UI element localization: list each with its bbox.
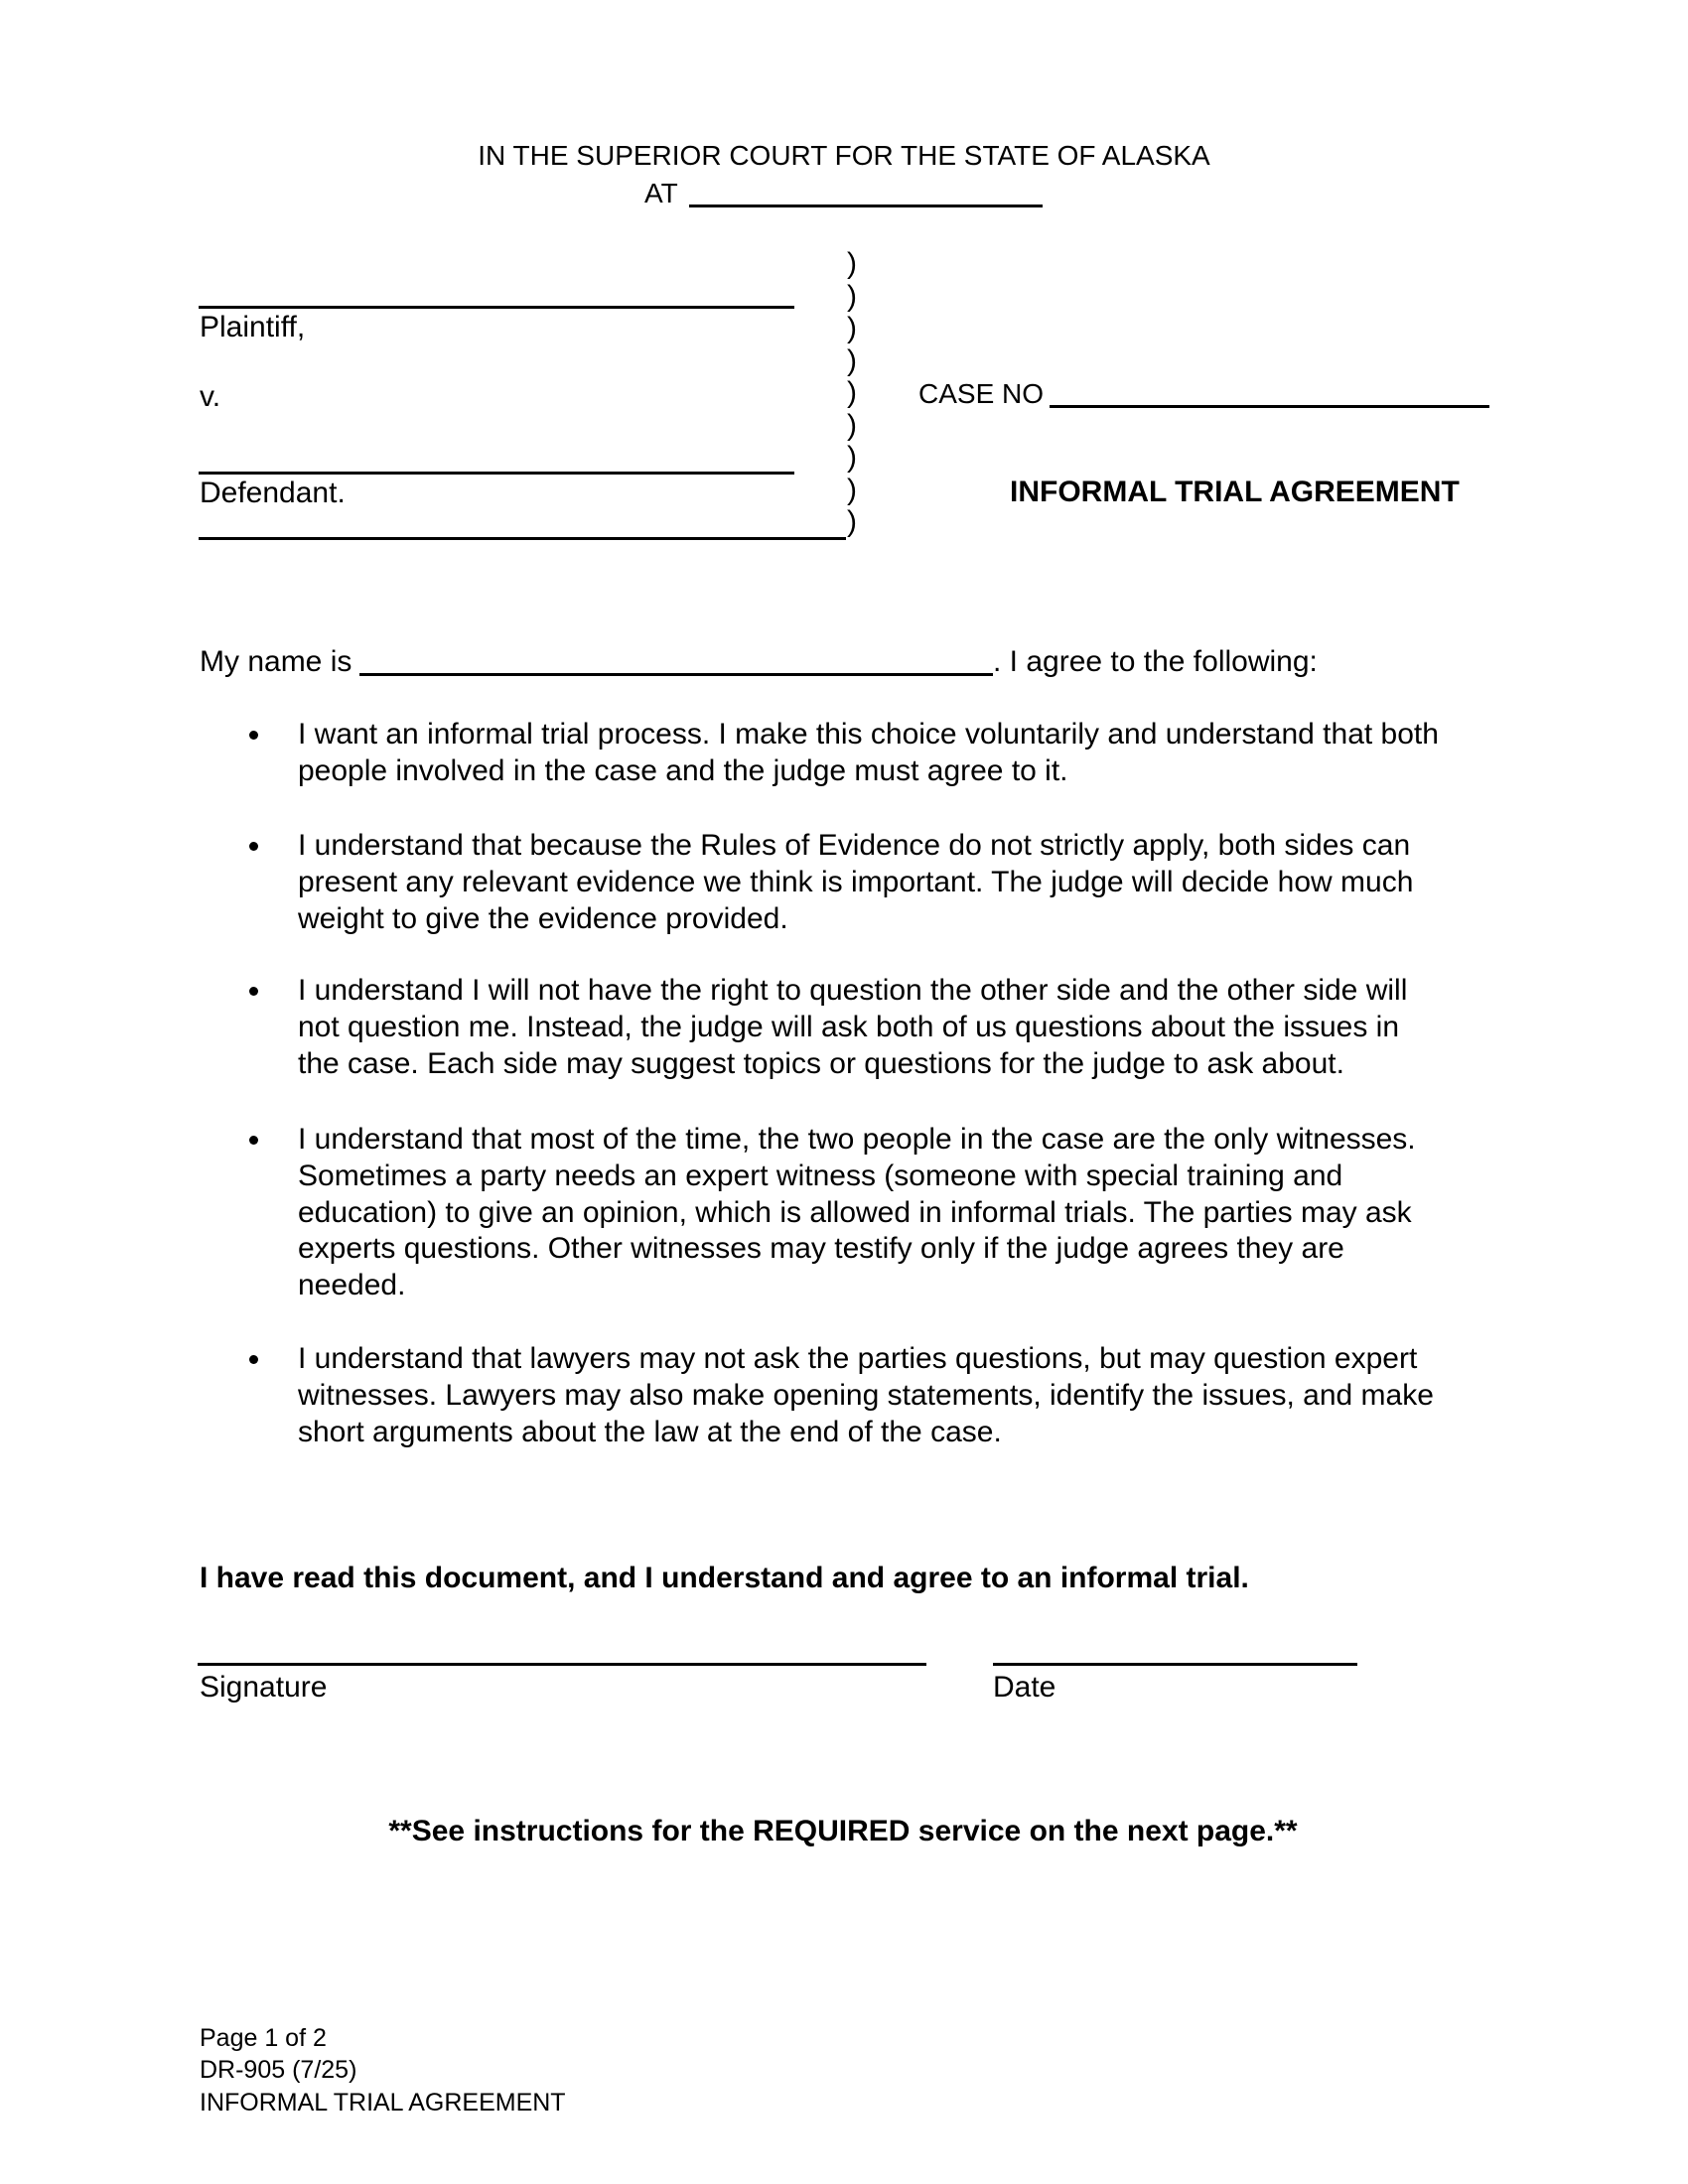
footer-form-name: INFORMAL TRIAL AGREEMENT [200,2089,566,2116]
service-notice: **See instructions for the REQUIRED service on the next page.** [388,1815,1298,1847]
bullet-icon [249,1355,258,1364]
signature-label: Signature [200,1671,328,1704]
court-title: IN THE SUPERIOR COURT FOR THE STATE OF ALASKA [478,140,1210,171]
list-item-line: I understand that lawyers may not ask the parties questions, but may question expert [298,1342,1418,1375]
list-item-line: I want an informal trial process. I make this choice voluntarily and understand that both [298,718,1439,751]
intro-prefix: My name is [200,645,352,678]
my-name-field[interactable] [359,673,993,676]
versus-label: v. [200,380,221,413]
plaintiff-label: Plaintiff, [200,311,306,343]
list-item-line: education) to give an opinion, which is allowed in informal trials. The parties may ask [298,1195,1412,1229]
caption-bracket: ) [847,247,857,280]
list-item-line: short arguments about the law at the end of the case. [298,1415,1002,1448]
list-item-line: needed. [298,1269,406,1302]
caption-bracket: ) [847,505,857,538]
caption-bracket: ) [847,279,857,313]
list-item-line: not question me. Instead, the judge will ask both of us questions about the issues in [298,1010,1400,1043]
plaintiff-name-field[interactable] [199,306,794,309]
footer-form-number: DR-905 (7/25) [200,2056,357,2084]
caption-bracket: ) [847,408,857,442]
date-field[interactable] [993,1663,1357,1666]
defendant-label: Defendant. [200,477,346,509]
list-item-line: I understand I will not have the right to question the other side and the other side will [298,974,1408,1007]
court-location-field[interactable] [689,205,1043,207]
date-label: Date [993,1671,1056,1704]
bullet-icon [249,1136,258,1145]
case-number-field[interactable] [1050,405,1489,408]
caption-bracket: ) [847,473,857,506]
list-item-line: people involved in the case and the judge must agree to it. [298,753,1068,787]
caption-bottom-rule [199,537,846,540]
list-item-line: present any relevant evidence we think is important. The judge will decide how much [298,865,1414,898]
list-item-line: I understand that because the Rules of Evidence do not strictly apply, both sides can [298,829,1411,862]
list-item-line: witnesses. Lawyers may also make opening statements, identify the issues, and make [298,1378,1434,1412]
case-no-label: CASE NO [918,378,1045,409]
caption-bracket: ) [847,343,857,377]
bullet-icon [249,842,258,851]
list-item-line: the case. Each side may suggest topics or questions for the judge to ask about. [298,1046,1344,1080]
bullet-icon [249,731,258,740]
form-title: INFORMAL TRIAL AGREEMENT [1010,476,1460,508]
caption-bracket: ) [847,441,857,474]
bullet-icon [249,987,258,996]
caption-bracket: ) [847,312,857,344]
list-item-line: I understand that most of the time, the two people in the case are the only witnesses. [298,1123,1416,1156]
defendant-name-field[interactable] [199,472,794,475]
signature-field[interactable] [198,1663,926,1666]
footer-page-number: Page 1 of 2 [200,2024,327,2052]
acknowledgement-statement: I have read this document, and I understand and agree to an informal trial. [200,1562,1249,1594]
list-item-line: Sometimes a party needs an expert witness (someone with special training and [298,1159,1343,1192]
at-label: AT [644,178,678,208]
caption-bracket: ) [847,376,857,409]
list-item-line: experts questions. Other witnesses may testify only if the judge agrees they are [298,1232,1344,1266]
intro-suffix: . I agree to the following: [993,645,1318,678]
list-item-line: weight to give the evidence provided. [298,901,788,935]
